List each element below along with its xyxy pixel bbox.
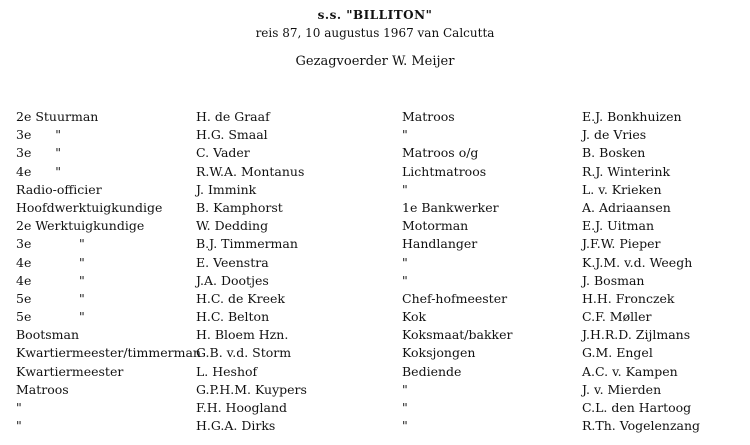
voyage-info: reis 87, 10 augustus 1967 van Calcutta	[255, 26, 495, 40]
crew-rank: 4e "	[16, 254, 85, 270]
crew-name: B. Bosken	[582, 145, 646, 161]
crew-rank: Hoofdwerktuigkundige	[16, 199, 163, 215]
crew-rank: Matroos o/g	[402, 145, 479, 161]
right-rank-column	[402, 108, 587, 435]
crew-name: H. Bloem Hzn.	[196, 327, 289, 343]
crew-name: A. Adriaansen	[582, 199, 671, 215]
crew-name: W. Dedding	[196, 218, 269, 234]
crew-name: J. de Vries	[582, 127, 647, 143]
crew-rank: 3e "	[16, 127, 61, 143]
crew-name: J.H.R.D. Zijlmans	[582, 327, 691, 343]
crew-rank: "	[16, 418, 22, 434]
crew-roster	[0, 108, 750, 438]
crew-rank: Kok	[402, 309, 427, 325]
crew-rank: Bediende	[402, 363, 462, 379]
crew-name: H.H. Fronczek	[582, 290, 675, 306]
crew-name: C. Vader	[196, 145, 250, 161]
crew-rank: "	[402, 272, 408, 288]
crew-name: L. Heshof	[196, 363, 258, 379]
crew-name: H.G. Smaal	[196, 127, 268, 143]
crew-rank: Kwartiermeester/timmerman	[16, 345, 201, 361]
crew-rank: 3e "	[16, 145, 61, 161]
crew-rank: Matroos	[16, 381, 69, 397]
crew-rank: 5e "	[16, 290, 85, 306]
crew-name: E.J. Uitman	[582, 218, 654, 234]
crew-name: H. de Graaf	[196, 109, 270, 124]
crew-name: J. v. Mierden	[582, 381, 662, 397]
crew-rank: 4e "	[16, 272, 85, 288]
crew-rank: Radio-officier	[16, 181, 102, 197]
crew-name: C.F. Møller	[582, 309, 652, 325]
crew-rank: 4e "	[16, 163, 61, 179]
crew-rank: Chef-hofmeester	[402, 290, 508, 306]
crew-rank: "	[402, 254, 408, 270]
crew-name: G.M. Engel	[582, 345, 653, 361]
crew-rank: "	[402, 381, 408, 397]
crew-rank: Koksmaat/bakker	[402, 327, 513, 343]
crew-rank: 5e "	[16, 309, 85, 325]
crew-rank: Bootsman	[16, 327, 80, 343]
crew-rank: Handlanger	[402, 236, 478, 252]
crew-name: C.L. den Hartoog	[582, 400, 692, 415]
crew-name: R.W.A. Montanus	[196, 163, 305, 179]
crew-name: F.H. Hoogland	[196, 400, 288, 415]
crew-rank: "	[16, 400, 22, 415]
crew-name: E.J. Bonkhuizen	[582, 109, 682, 124]
crew-rank: Koksjongen	[402, 345, 476, 361]
crew-rank: Motorman	[402, 218, 469, 234]
crew-name: G.B. v.d. Storm	[196, 345, 292, 361]
crew-rank: 3e "	[16, 236, 85, 252]
ship-name: s.s. "BILLITON"	[317, 8, 433, 22]
crew-rank: "	[402, 418, 408, 434]
crew-rank: 2e Stuurman	[16, 109, 99, 124]
crew-name: K.J.M. v.d. Weegh	[582, 254, 693, 270]
crew-name: E. Veenstra	[196, 254, 269, 270]
left-rank-column	[16, 108, 201, 435]
crew-name: H.G.A. Dirks	[196, 418, 276, 434]
crew-name: R.Th. Vogelenzang	[582, 418, 701, 434]
crew-name: J.A. Dootjes	[196, 272, 269, 288]
crew-name: H.C. Belton	[196, 309, 270, 325]
crew-rank: Lichtmatroos	[402, 163, 487, 179]
crew-name: L. v. Krieken	[582, 181, 662, 197]
crew-name: J. Bosman	[582, 272, 645, 288]
crew-name: J. Immink	[196, 181, 257, 197]
crew-name: A.C. v. Kampen	[582, 363, 678, 379]
crew-rank: "	[402, 181, 408, 197]
crew-name: H.C. de Kreek	[196, 290, 285, 306]
crew-rank: 1e Bankwerker	[402, 199, 499, 215]
crew-name: B.J. Timmerman	[196, 236, 298, 252]
captain: Gezagvoerder W. Meijer	[295, 54, 455, 69]
crew-name: R.J. Winterink	[582, 163, 671, 179]
crew-rank: "	[402, 127, 408, 143]
crew-name: J.F.W. Pieper	[582, 236, 661, 252]
crew-name: B. Kamphorst	[196, 199, 283, 215]
crew-rank: Kwartiermeester	[16, 363, 124, 379]
left-name-column	[196, 108, 396, 435]
crew-name: G.P.H.M. Kuypers	[196, 381, 307, 397]
crew-rank: "	[402, 400, 408, 415]
crew-rank: Matroos	[402, 109, 455, 124]
crew-rank: 2e Werktuigkundige	[16, 218, 145, 234]
right-name-column	[582, 108, 747, 435]
